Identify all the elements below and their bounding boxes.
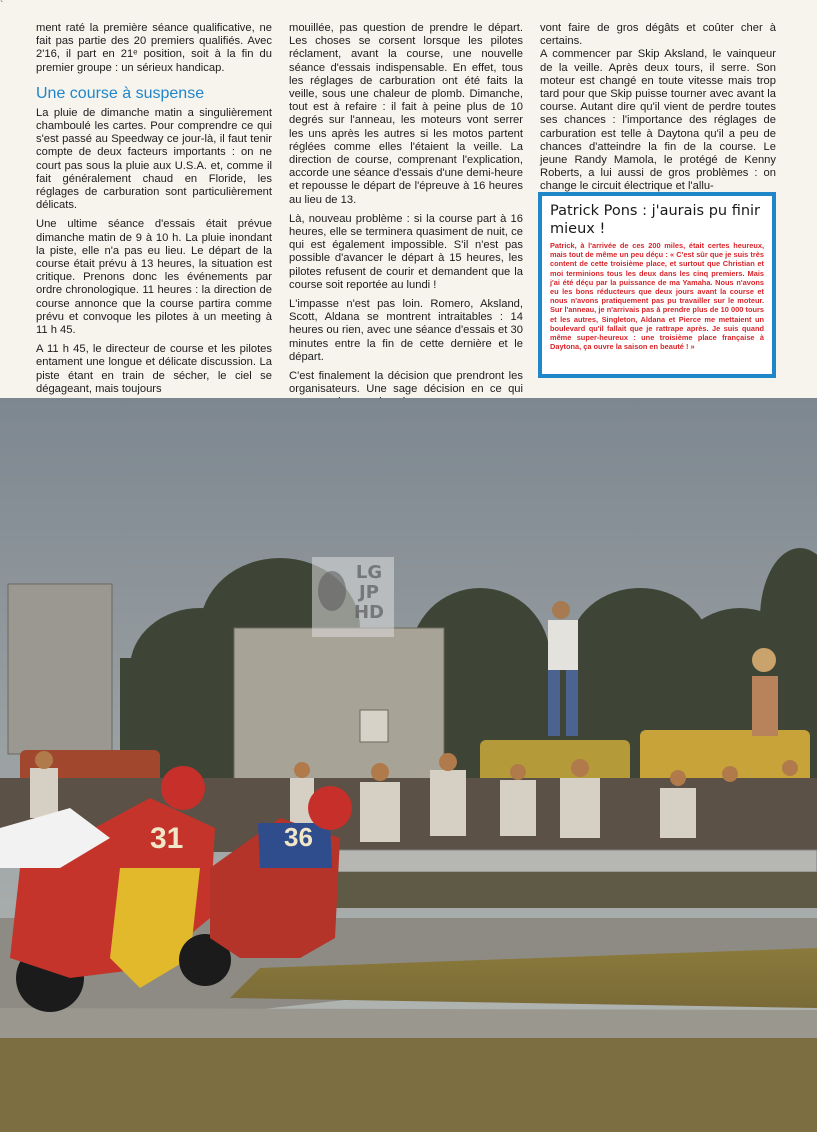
race-photo-illustration — [0, 398, 817, 1132]
watermark-face-icon — [312, 557, 346, 637]
article-column-3 — [540, 22, 776, 194]
col3-paragraph-1: vont faire de gros dégâts et coûter cher à certains. — [540, 22, 776, 48]
corner-mark: ` — [0, 0, 4, 11]
watermark-text: LG JP HD — [353, 562, 384, 623]
col1-paragraph-3: Une ultime séance d'essais était prévue dimanche matin de 9 à 10 h. La pluie inondant la piste, elle n'a pas eu lieu. Le départ de la course était prévu à 13 heures, la situation est critique. Prenons donc les événements par ordre chronologique. 11 heures : la direction de course annonce que la course partira comme prévu et convoque les pilotes à un meeting à 11 h 45. — [36, 218, 272, 337]
col1-paragraph-2: La pluie de dimanche matin a singulièrement chamboulé les cartes. Pour comprendre ce qui s'est passé au Speedway ce jour-là, il faut tenir compte de deux facteurs importants : on ne court pas sous la pluie aux U.S.A. et, comme il fait généralement chaud en Floride, les réglages de carburation sont particulièrement délicats. — [36, 106, 272, 212]
sidebar-quote-inner — [542, 196, 772, 374]
spectator-on-car — [752, 648, 778, 736]
col3-paragraph-2: A commencer par Skip Aksland, le vainqueur de la veille. Après deux tours, il serre. Son moteur est changé en toute vitesse mais trop tard pour que Skip puisse tourner avec avant la course. Autant dire qu'il vient de perdre toutes ses chances : l'importance des réglages de carburation est telle à Daytona qu'il a peu de chances d'atteindre la fin de la course. Le jeune Randy Mamola, le protégé de Kenny Roberts, a lui aussi de gros problèmes : on change le circuit électrique et l'allu- — [540, 48, 776, 193]
sidebar-quote-body: Patrick, à l'arrivée de ces 200 miles, était certes heureux, mais tout de même un peu déçu : « C'est sûr que je suis très content de cette troisième place, et surtout que Christian et moi terminions tous les deux dans les cinq premiers. Mais j'ai été déçu par la puissance de ma Yamaha. Nous n'avons eu les bons réducteurs que deux jours avant la course et nous n'avons pratiquement pas pu travailler sur le moteur. Sur l'anneau, je n'arrivais pas à prendre plus de 10 000 tours et les autres, Singleton, Aldana et Pierce me mettaient un boulevard qu'il fallait que je rattrape après. Je suis quand même super-heureux : une troisième place française à Daytona, ça ouvre la saison en beauté ! » — [550, 241, 764, 352]
truck-left — [8, 584, 112, 754]
col2-paragraph-2: Là, nouveau problème : si la course part à 16 heures, elle se terminera quasiment de nuit, ce qui est également impossible. S'il n'est pas possible d'avancer le départ à 15 heures, les pilotes refusent de courir et demandent que la course soit reportée au lundi ! — [289, 212, 523, 291]
section-heading: Une course à suspense — [36, 84, 205, 102]
article-column-2 — [289, 22, 523, 410]
bike-31-number: 31 — [150, 822, 184, 855]
col1-paragraph-1: ment raté la première séance qualificative, ne fait pas partie des 20 premiers qualifiés. Avec 2'16, il part en 21ᵉ position, soit à la fin du premier groupe : un sérieux handicap. — [36, 22, 272, 74]
sidebar-quote-box — [538, 192, 776, 378]
col1-paragraph-4: A 11 h 45, le directeur de course et les pilotes entament une longue et délicate discussion. La piste étant en train de sécher, le ciel se dégageant, mais toujours — [36, 343, 272, 395]
foreground-grass — [0, 1038, 817, 1132]
watermark-logo — [312, 557, 394, 637]
track-lower — [0, 1008, 817, 1042]
bike-36-number: 36 — [284, 822, 313, 852]
guard-rail — [330, 850, 817, 872]
sidebar-quote-title: Patrick Pons : j'aurais pu finir mieux ! — [550, 203, 761, 237]
grass-bank — [330, 872, 817, 908]
col2-paragraph-4: C'est finalement la décision que prendront les organisateurs. Une sage décision en ce qui — [289, 370, 523, 396]
col2-paragraph-1: mouillée, pas question de prendre le départ. Les choses se corsent lorsque les pilotes réclament, avant la course, une nouvelle séance d'essais indispensable. En effet, tous les réglages de carburation ont été faits la veille, sous une chaleur de plomb. Dimanche, tout est à refaire : il fait à peine plus de 10 degrés sur l'anneau, les moteurs vont serrer les uns après les autres si les motos partent réglées comme elles l'étaient la veille. La direction de course, comprenant l'explication, accorde une séance d'essais d'une demi-heure et repousse le départ de l'épreuve à 16 heures au lieu de 13. — [289, 22, 523, 206]
col2-paragraph-3: L'impasse n'est pas loin. Romero, Aksland, Scott, Aldana se montrent intraitables : 14 heures ou rien, avec une séance d'essais et 30 minutes entre la fin de cette dernière et le départ. — [289, 298, 523, 363]
truck-sign — [360, 710, 388, 742]
article-column-1 — [36, 22, 272, 396]
race-photo — [0, 398, 817, 1132]
